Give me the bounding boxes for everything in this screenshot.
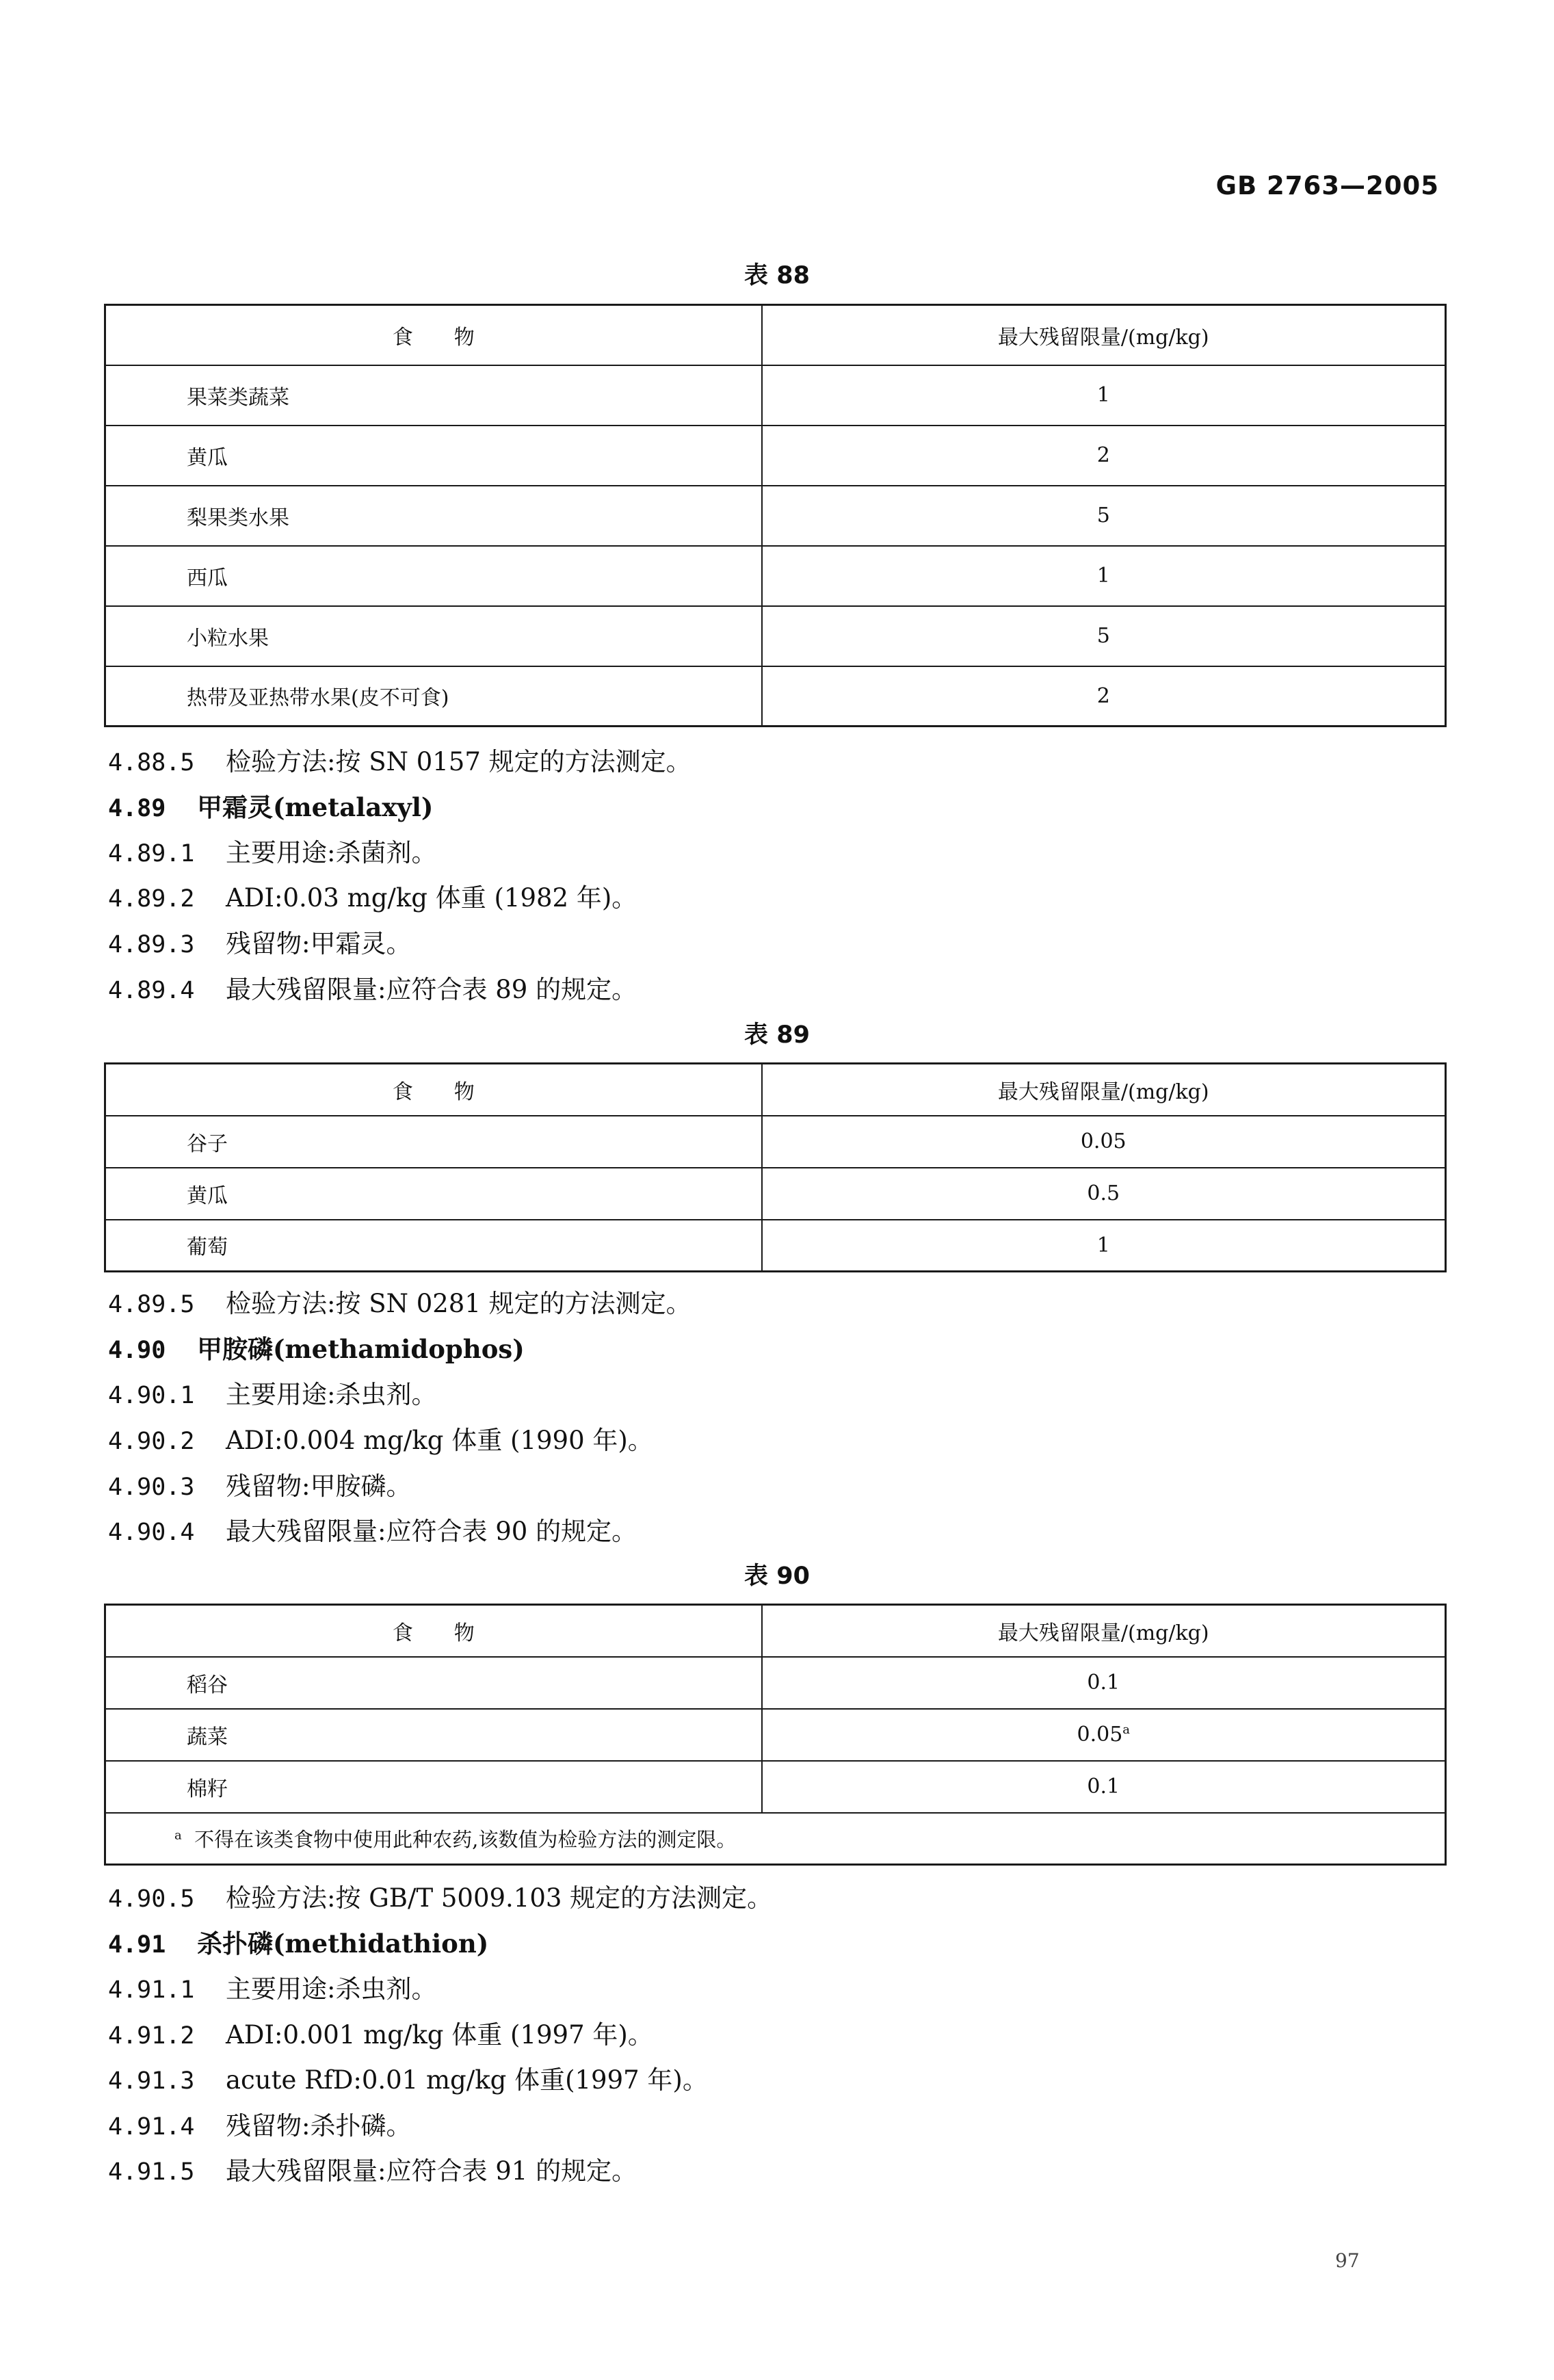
table-89-title: 表 89 xyxy=(744,1021,810,1049)
section-text: 检验方法:按 GB/T 5009.103 规定的方法测定。 xyxy=(226,1883,773,1913)
limit-cell: 1 xyxy=(762,365,1446,426)
limit-cell xyxy=(762,1709,1446,1761)
section-number: 4.89.4 xyxy=(108,977,195,1004)
table-row xyxy=(105,1168,1446,1220)
section-4-91-5 xyxy=(108,2150,637,2187)
section-text: 检验方法:按 SN 0157 规定的方法测定。 xyxy=(226,747,692,776)
section-4-89-4 xyxy=(108,969,637,1006)
limit-cell xyxy=(762,1657,1446,1709)
section-heading: 甲胺磷(methamidophos) xyxy=(197,1334,525,1364)
section-number: 4.91.5 xyxy=(108,2158,195,2186)
limit-cell: 0.5 xyxy=(762,1168,1446,1220)
section-4-91-4 xyxy=(108,2105,411,2142)
section-text: ADI:0.001 mg/kg 体重 (1997 年)。 xyxy=(226,2020,653,2050)
column-header-limit: 最大残留限量/(mg/kg) xyxy=(762,305,1446,365)
section-text: acute RfD:0.01 mg/kg 体重(1997 年)。 xyxy=(226,2065,708,2095)
table-header-row xyxy=(105,305,1446,365)
section-4-89-3 xyxy=(108,923,411,960)
table-row xyxy=(105,486,1446,546)
limit-cell: 2 xyxy=(762,426,1446,486)
table-footnote xyxy=(105,1813,1446,1865)
column-header-limit: 最大残留限量/(mg/kg) xyxy=(762,1064,1446,1116)
limit-cell: 1 xyxy=(762,546,1446,606)
section-number: 4.91.3 xyxy=(108,2067,195,2095)
table-header-row xyxy=(105,1605,1446,1657)
section-number: 4.88.5 xyxy=(108,749,195,776)
section-4-91-title xyxy=(108,1923,488,1960)
section-text: 主要用途:杀虫剂。 xyxy=(226,1974,437,2004)
food-cell: 黄瓜 xyxy=(105,426,762,486)
section-text: 残留物:杀扑磷。 xyxy=(226,2111,412,2141)
limit-cell: 0.05 xyxy=(762,1116,1446,1168)
footnote-marker: a xyxy=(1122,1723,1131,1737)
column-header-food: 食 物 xyxy=(105,305,762,365)
section-text: ADI:0.004 mg/kg 体重 (1990 年)。 xyxy=(226,1426,653,1455)
limit-value: 0.1 xyxy=(1087,1671,1120,1695)
section-number: 4.90 xyxy=(108,1337,166,1364)
food-cell: 果菜类蔬菜 xyxy=(105,365,762,426)
page-number: 97 xyxy=(1335,2249,1360,2272)
limit-cell: 5 xyxy=(762,606,1446,666)
section-4-90-3 xyxy=(108,1465,411,1502)
table-row xyxy=(105,1709,1446,1761)
section-4-89-2 xyxy=(108,877,637,914)
section-4-91-3 xyxy=(108,2059,708,2096)
section-number: 4.91.2 xyxy=(108,2022,195,2050)
section-text: ADI:0.03 mg/kg 体重 (1982 年)。 xyxy=(226,883,637,913)
table-88 xyxy=(104,304,1447,727)
food-cell: 稻谷 xyxy=(105,1657,762,1709)
food-cell: 葡萄 xyxy=(105,1220,762,1272)
section-4-91-2 xyxy=(108,2014,653,2051)
section-number: 4.90.2 xyxy=(108,1428,195,1455)
food-cell: 黄瓜 xyxy=(105,1168,762,1220)
section-4-90-4 xyxy=(108,1511,637,1547)
section-number: 4.90.4 xyxy=(108,1519,195,1546)
section-4-90-5 xyxy=(108,1877,772,1914)
limit-cell xyxy=(762,1761,1446,1813)
food-cell: 谷子 xyxy=(105,1116,762,1168)
section-number: 4.91 xyxy=(108,1931,166,1959)
footnote-text: 不得在该类食物中使用此种农药,该数值为检验方法的测定限。 xyxy=(194,1827,737,1851)
food-cell: 小粒水果 xyxy=(105,606,762,666)
food-cell: 蔬菜 xyxy=(105,1709,762,1761)
section-4-89-1 xyxy=(108,832,436,869)
section-number: 4.89.3 xyxy=(108,931,195,958)
section-4-90-title xyxy=(108,1329,525,1365)
section-4-89-5 xyxy=(108,1283,692,1320)
limit-value: 0.05 xyxy=(1077,1723,1123,1747)
food-cell: 热带及亚热带水果(皮不可食) xyxy=(105,666,762,727)
section-heading: 杀扑磷(methidathion) xyxy=(197,1928,489,1959)
table-row xyxy=(105,426,1446,486)
section-4-89-title xyxy=(108,787,433,824)
table-89 xyxy=(104,1062,1447,1272)
section-text: 残留物:甲霜灵。 xyxy=(226,929,412,958)
table-90 xyxy=(104,1604,1447,1866)
table-header-row xyxy=(105,1064,1446,1116)
section-number: 4.90.3 xyxy=(108,1474,195,1501)
food-cell: 棉籽 xyxy=(105,1761,762,1813)
table-row xyxy=(105,1657,1446,1709)
section-4-91-1 xyxy=(108,1968,436,2005)
section-text: 主要用途:杀虫剂。 xyxy=(226,1380,437,1409)
limit-cell: 1 xyxy=(762,1220,1446,1272)
section-number: 4.89.1 xyxy=(108,840,195,867)
standard-code: GB 2763—2005 xyxy=(1215,171,1439,200)
section-number: 4.89.2 xyxy=(108,885,195,913)
section-4-90-2 xyxy=(108,1420,653,1456)
section-text: 最大残留限量:应符合表 90 的规定。 xyxy=(226,1517,637,1546)
section-number: 4.90.1 xyxy=(108,1382,195,1409)
section-number: 4.89.5 xyxy=(108,1291,195,1318)
table-row xyxy=(105,546,1446,606)
section-number: 4.89 xyxy=(108,795,166,822)
section-4-88-5 xyxy=(108,741,692,778)
table-row xyxy=(105,365,1446,426)
table-row xyxy=(105,606,1446,666)
section-number: 4.90.5 xyxy=(108,1885,195,1913)
table-90-title: 表 90 xyxy=(744,1562,810,1590)
section-text: 残留物:甲胺磷。 xyxy=(226,1472,412,1501)
section-4-90-1 xyxy=(108,1374,436,1411)
section-text: 检验方法:按 SN 0281 规定的方法测定。 xyxy=(226,1289,692,1318)
table-row xyxy=(105,1116,1446,1168)
limit-cell: 5 xyxy=(762,486,1446,546)
table-row xyxy=(105,1220,1446,1272)
section-text: 最大残留限量:应符合表 91 的规定。 xyxy=(226,2156,637,2186)
column-header-food: 食 物 xyxy=(105,1605,762,1657)
section-number: 4.91.1 xyxy=(108,1976,195,2004)
section-text: 最大残留限量:应符合表 89 的规定。 xyxy=(226,975,637,1004)
table-88-title: 表 88 xyxy=(744,262,810,289)
section-heading: 甲霜灵(metalaxyl) xyxy=(197,792,434,822)
food-cell: 西瓜 xyxy=(105,546,762,606)
section-number: 4.91.4 xyxy=(108,2113,195,2141)
column-header-food: 食 物 xyxy=(105,1064,762,1116)
section-text: 主要用途:杀菌剂。 xyxy=(226,838,437,867)
table-footnote-row xyxy=(105,1813,1446,1865)
footnote-marker: a xyxy=(174,1828,182,1843)
table-row xyxy=(105,666,1446,727)
food-cell: 梨果类水果 xyxy=(105,486,762,546)
limit-cell: 2 xyxy=(762,666,1446,727)
table-row xyxy=(105,1761,1446,1813)
column-header-limit: 最大残留限量/(mg/kg) xyxy=(762,1605,1446,1657)
limit-value: 0.1 xyxy=(1087,1775,1120,1799)
